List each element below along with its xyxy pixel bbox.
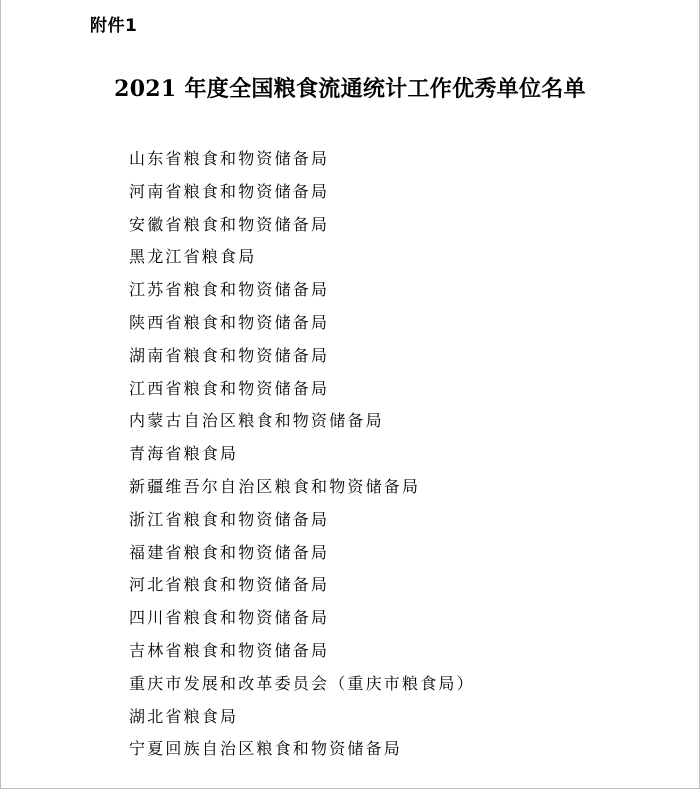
organization-item: 黑龙江省粮食局 [129, 247, 257, 267]
organization-item: 内蒙古自治区粮食和物资储备局 [129, 411, 384, 431]
organization-item: 安徽省粮食和物资储备局 [129, 214, 330, 234]
organization-item: 陕西省粮食和物资储备局 [129, 312, 330, 332]
organization-item: 江西省粮食和物资储备局 [129, 378, 330, 398]
organization-item: 吉林省粮食和物资储备局 [129, 640, 330, 660]
organization-item: 青海省粮食局 [129, 444, 239, 464]
organization-item: 河南省粮食和物资储备局 [129, 181, 330, 201]
organization-item: 新疆维吾尔自治区粮食和物资储备局 [129, 476, 421, 496]
organization-item: 浙江省粮食和物资储备局 [129, 509, 330, 529]
organization-item: 重庆市发展和改革委员会（重庆市粮食局） [129, 673, 475, 693]
organization-item: 四川省粮食和物资储备局 [129, 608, 330, 628]
organization-item: 湖南省粮食和物资储备局 [129, 345, 330, 365]
organization-item: 河北省粮食和物资储备局 [129, 575, 330, 595]
organization-list [129, 143, 475, 766]
organization-item: 江苏省粮食和物资储备局 [129, 280, 330, 300]
organization-item: 福建省粮食和物资储备局 [129, 542, 330, 562]
organization-item: 湖北省粮食局 [129, 706, 239, 726]
attachment-label: 附件1 [90, 16, 138, 36]
organization-item: 宁夏回族自治区粮食和物资储备局 [129, 739, 403, 759]
document-title: 2021 年度全国粮食流通统计工作优秀单位名单 [114, 76, 586, 102]
organization-item: 山东省粮食和物资储备局 [129, 149, 330, 168]
